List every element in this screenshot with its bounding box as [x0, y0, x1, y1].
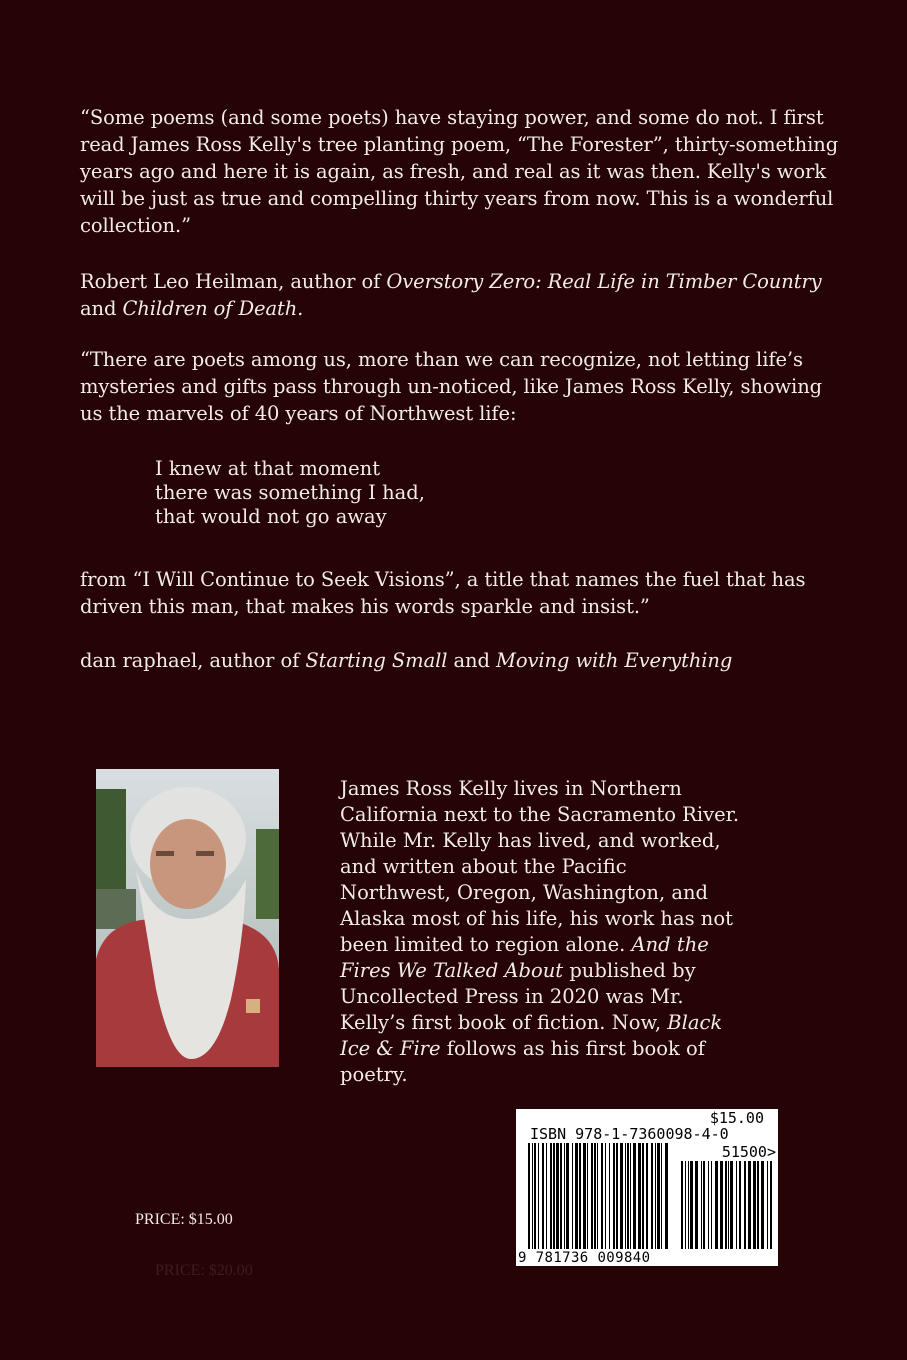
- barcode-bar: [703, 1161, 705, 1249]
- barcode-bar: [744, 1161, 746, 1249]
- barcode-bar: [661, 1143, 662, 1249]
- review-attribution-raphael: [80, 647, 850, 674]
- barcode-bars: [528, 1143, 673, 1249]
- barcode-bar: [725, 1161, 727, 1249]
- barcode-bar: [572, 1143, 573, 1249]
- barcode-bar: [613, 1143, 615, 1249]
- barcode-digits: 9 781736 009840: [518, 1250, 651, 1266]
- barcode-bar: [550, 1143, 552, 1249]
- barcode-bar: [575, 1143, 578, 1249]
- author-photo: [96, 769, 279, 1067]
- barcode-bar: [681, 1161, 683, 1249]
- review-quote-heilman: “Some poems (and some poets) have staying power, and some do not. I first read James Ross Kelly's tree planting poem, “The Forester”, thirty-something years ago and here it is again, as fresh, and real as it was then. Kelly's work will be just as true and compelling thirty years from now. This is a wonderful collection.”: [80, 106, 839, 237]
- barcode-bar: [601, 1143, 603, 1249]
- barcode-bar: [560, 1143, 562, 1249]
- bio-text: follows as his first book of poetry.: [340, 1037, 705, 1086]
- barcode-bar: [546, 1143, 547, 1249]
- barcode-bar: [633, 1143, 636, 1249]
- barcode-bar: [542, 1143, 544, 1249]
- review-quote-raphael-end: from “I Will Continue to Seek Visions”, a title that names the fuel that has driven this man, that makes his words sparkle and insist.”: [80, 568, 806, 618]
- barcode-bar: [767, 1161, 768, 1249]
- barcode-bar: [730, 1161, 733, 1249]
- verse-line: that would not go away: [155, 505, 387, 528]
- bio-text: published by Uncollected Press in 2020 was Mr. Kelly’s first book of fiction. Now,: [340, 959, 696, 1034]
- attribution-text: Robert Leo Heilman, author of: [80, 270, 387, 293]
- barcode-bar: [685, 1161, 686, 1249]
- book-title: Starting Small: [305, 649, 448, 672]
- barcode-bar: [701, 1161, 702, 1249]
- bio-text: James Ross Kelly lives in Northern California next to the Sacramento River. While Mr. Kelly has lived, and worked, and written about the Pacific Northwest, Oregon, Washington, and Alaska most of his life, his work has not been limited to region alone.: [340, 777, 740, 956]
- barcode-bar: [597, 1143, 598, 1249]
- isbn-barcode: [516, 1109, 778, 1266]
- barcode-bar: [655, 1143, 656, 1249]
- attribution-text: and: [80, 297, 123, 320]
- barcode-bar: [605, 1143, 606, 1249]
- barcode-bar: [646, 1143, 648, 1249]
- barcode-bar: [556, 1143, 559, 1249]
- barcode-bar: [609, 1143, 610, 1249]
- book-title: And the Fires We Talked About: [340, 933, 709, 982]
- barcode-bar: [651, 1143, 653, 1249]
- barcode-bar: [579, 1143, 581, 1249]
- barcode-bar: [532, 1143, 533, 1249]
- barcode-bar: [720, 1161, 723, 1249]
- barcode-bar: [625, 1143, 626, 1249]
- poem-excerpt: [155, 457, 425, 529]
- barcode-bar: [627, 1143, 629, 1249]
- barcode-bar: [770, 1161, 772, 1249]
- barcode-addon-code: 51500>: [721, 1143, 776, 1161]
- barcode-bar: [528, 1143, 530, 1249]
- barcode-bar: [594, 1143, 596, 1249]
- barcode-bar: [728, 1161, 729, 1249]
- barcode-bar: [553, 1143, 555, 1249]
- verse-line: I knew at that moment: [155, 457, 381, 480]
- author-bio: [340, 776, 740, 1088]
- attribution-text: and: [447, 649, 496, 672]
- barcode-bar: [657, 1143, 660, 1249]
- barcode-bar: [688, 1161, 689, 1249]
- book-title: Children of Death.: [122, 297, 304, 320]
- barcode-bar: [534, 1143, 536, 1249]
- barcode-bar: [690, 1161, 693, 1249]
- barcode-bar: [711, 1161, 712, 1249]
- barcode-bar: [753, 1161, 756, 1249]
- barcode-bar: [566, 1143, 569, 1249]
- book-title: Moving with Everything: [495, 649, 733, 672]
- barcode-bar: [638, 1143, 641, 1249]
- barcode-bar: [616, 1143, 618, 1249]
- barcode-bar: [564, 1143, 565, 1249]
- barcode-addon-bars: [681, 1161, 773, 1249]
- barcode-bar: [583, 1143, 586, 1249]
- barcode-bar: [642, 1143, 644, 1249]
- barcode-bar: [630, 1143, 631, 1249]
- barcode-bar: [739, 1161, 741, 1249]
- book-title: Overstory Zero: Real Life in Timber Country: [386, 270, 822, 293]
- verse-line: there was something I had,: [155, 481, 425, 504]
- barcode-bar: [748, 1161, 751, 1249]
- price-label: PRICE: $15.00: [135, 1211, 233, 1228]
- attribution-text: dan raphael, author of: [80, 649, 306, 672]
- barcode-bar: [620, 1143, 623, 1249]
- barcode-bar: [761, 1161, 764, 1249]
- book-title: Black Ice & Fire: [340, 1011, 723, 1060]
- barcode-bar: [715, 1161, 718, 1249]
- barcode-bar: [591, 1143, 593, 1249]
- barcode-bar: [587, 1143, 588, 1249]
- barcode-price: $15.00: [709, 1109, 764, 1127]
- review-attribution-heilman: [80, 268, 850, 322]
- price-label-faded: PRICE: $20.00: [155, 1262, 253, 1279]
- barcode-bar: [665, 1143, 668, 1249]
- barcode-bar: [708, 1161, 709, 1249]
- barcode-bar: [736, 1161, 737, 1249]
- barcode-isbn: ISBN 978-1-7360098-4-0: [530, 1125, 729, 1143]
- barcode-bar: [695, 1161, 698, 1249]
- barcode-bar: [757, 1161, 759, 1249]
- review-quote-raphael: “There are poets among us, more than we can recognize, not letting life’s mysteries and gifts pass through un-noticed, like James Ross Kelly, showing us the marvels of 40 years of Northwest life:: [80, 348, 823, 425]
- barcode-bar: [538, 1143, 539, 1249]
